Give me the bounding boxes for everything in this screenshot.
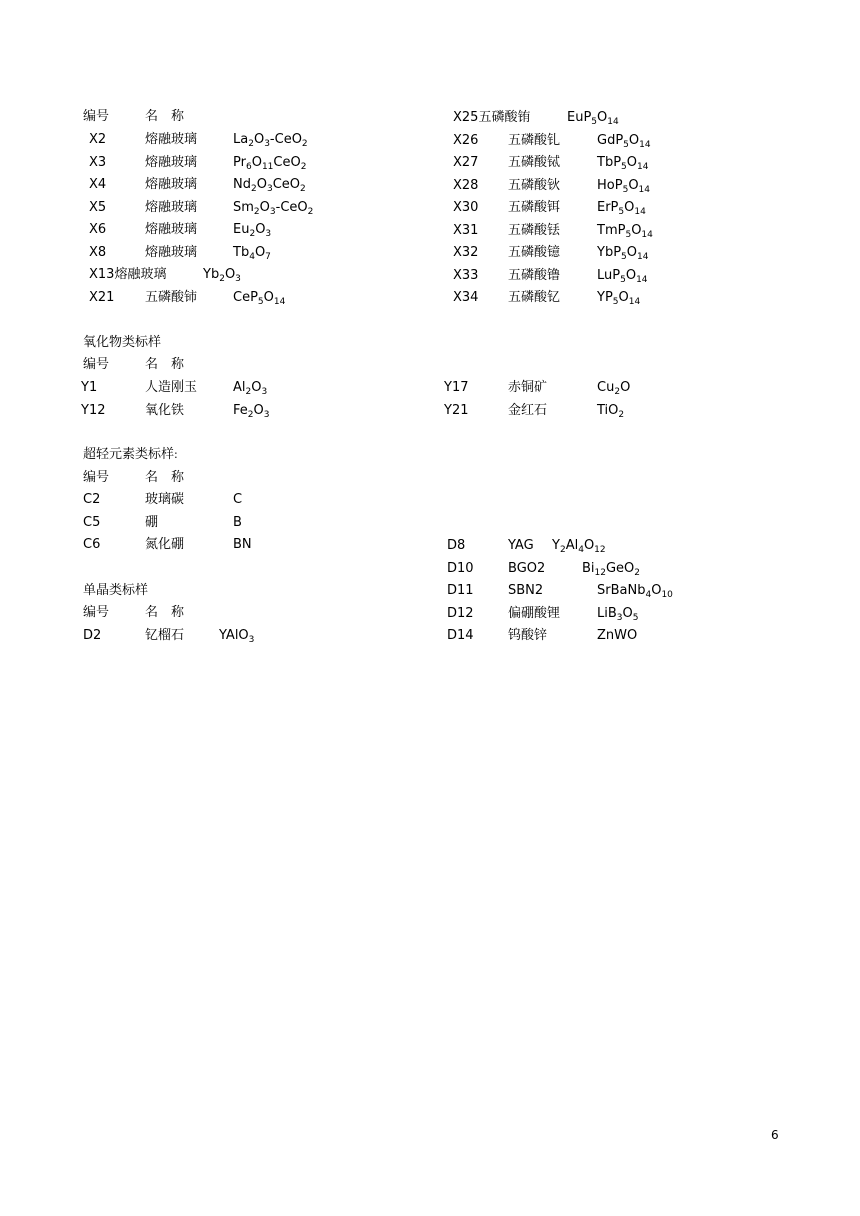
list-item xyxy=(0,605,860,623)
item-formula: BN xyxy=(233,537,252,552)
list-item xyxy=(0,289,860,307)
item-code: Y12 xyxy=(81,402,106,418)
crystal-col-header-code: 编号 xyxy=(83,605,110,620)
item-name: 五磷酸钇 xyxy=(508,290,561,305)
item-formula: B xyxy=(233,514,242,530)
item-name: 熔融玻璃 xyxy=(145,222,198,237)
item-name: 五磷酸铈 xyxy=(145,289,198,305)
item-name: 熔融玻璃 xyxy=(145,177,198,192)
item-name: 偏硼酸锂 xyxy=(508,605,561,621)
item-name: 五磷酸镥 xyxy=(508,267,561,283)
item-formula: $YP_5O_{14}$ xyxy=(597,290,641,307)
col-header-code: 编号 xyxy=(83,109,110,124)
item-code: Y21 xyxy=(444,402,469,418)
item-name: 赤铜矿 xyxy=(508,380,548,395)
list-item xyxy=(0,560,860,578)
item-code: X32 xyxy=(453,245,479,260)
list-item xyxy=(0,582,860,600)
item-name: 五磷酸铽 xyxy=(508,155,561,170)
item-name: 熔融玻璃 xyxy=(145,244,198,260)
list-item xyxy=(0,154,860,172)
item-name: 氮化硼 xyxy=(145,537,185,552)
item-code: D12 xyxy=(447,605,474,621)
item-formula: $CeP_5O_{14}$ xyxy=(233,289,286,307)
list-item xyxy=(0,537,860,555)
item-name: YAG xyxy=(508,538,534,553)
item-name: 五磷酸钬 xyxy=(508,177,561,193)
item-formula: $Eu_2O_3$ xyxy=(233,222,272,239)
item-name: 五磷酸铒 xyxy=(508,200,561,215)
item-code: Y17 xyxy=(444,380,469,395)
list-item xyxy=(0,379,860,397)
list-item xyxy=(0,491,860,509)
light-col-header-name: 名 称 xyxy=(145,470,185,485)
list-item xyxy=(0,199,860,217)
item-formula: $GdP_5O_{14}$ xyxy=(597,132,651,150)
item-code: D10 xyxy=(447,560,474,576)
item-formula: $Bi_{12}GeO_2$ xyxy=(582,560,641,578)
item-code: X33 xyxy=(453,267,479,283)
light-section-title xyxy=(83,446,178,464)
item-formula: $Nd_2O_3CeO_2$ xyxy=(233,177,306,194)
oxide-col-header-code: 编号 xyxy=(83,357,110,372)
item-formula: $ErP_5O_{14}$ xyxy=(597,200,646,217)
item-name: BGO2 xyxy=(508,560,546,576)
item-code: X28 xyxy=(453,177,479,193)
item-code: X13熔融玻璃 xyxy=(89,267,167,282)
item-code: X30 xyxy=(453,200,479,215)
page-number: 6 xyxy=(771,1128,779,1142)
item-formula: $Al_2O_3$ xyxy=(233,380,268,397)
item-code: X25五磷酸铕 xyxy=(453,110,531,125)
light-section-title-colon: : xyxy=(174,448,178,461)
item-code: C2 xyxy=(83,492,101,507)
item-name: 钨酸锌 xyxy=(508,628,548,643)
light-col-header-code: 编号 xyxy=(83,470,110,485)
item-code: D11 xyxy=(447,583,474,598)
item-formula: TiO$_2$ xyxy=(597,402,625,420)
item-formula: $Sm_2O_3-CeO_2$ xyxy=(233,199,314,217)
item-name: 五磷酸钆 xyxy=(508,132,561,148)
item-code: C6 xyxy=(83,537,101,552)
item-formula: $Yb_2O_3$ xyxy=(203,267,241,284)
list-item xyxy=(0,244,860,262)
item-code: X4 xyxy=(89,177,107,192)
item-name: 硼 xyxy=(145,514,159,530)
item-name: 氧化铁 xyxy=(145,402,185,418)
item-formula: $LuP_5O_{14}$ xyxy=(597,267,648,285)
list-item xyxy=(0,627,860,645)
item-code: X21 xyxy=(89,289,115,305)
item-code: D14 xyxy=(447,628,474,643)
item-formula: $YbP_5O_{14}$ xyxy=(597,245,649,262)
item-name: 五磷酸镱 xyxy=(508,245,561,260)
list-item xyxy=(0,109,860,127)
item-formula: $TbP_5O_{14}$ xyxy=(597,155,649,172)
item-name: 玻璃碳 xyxy=(145,492,185,507)
crystal-section-title: 单晶类标样 xyxy=(83,583,149,598)
item-formula: $EuP_5O_{14}$ xyxy=(567,110,619,127)
item-formula: $Cu_2O$ xyxy=(597,380,631,397)
light-section-title-text: 超轻元素类标样 xyxy=(83,447,175,462)
item-code: X27 xyxy=(453,155,479,170)
item-code: X2 xyxy=(89,132,107,147)
item-formula: $TmP_5O_{14}$ xyxy=(597,222,653,240)
item-formula: $Tb_4O_7$ xyxy=(233,244,271,262)
item-name: 熔融玻璃 xyxy=(145,132,198,147)
list-item xyxy=(0,177,860,195)
item-formula: ZnWO xyxy=(597,628,638,643)
item-code: D8 xyxy=(447,538,466,553)
item-formula: $SrBaNb_4O_{10}$ xyxy=(597,583,673,600)
item-name: 熔融玻璃 xyxy=(145,199,198,215)
list-item xyxy=(0,132,860,150)
item-formula: $La_2O_3-CeO_2$ xyxy=(233,132,308,149)
col-header-name: 名 称 xyxy=(145,109,185,124)
item-code: X6 xyxy=(89,222,107,237)
oxide-col-header-name: 名 称 xyxy=(145,357,185,372)
item-formula: C xyxy=(233,492,243,507)
item-formula: $Pr_6O_{11}CeO_2$ xyxy=(233,154,307,172)
item-name: 五磷酸铥 xyxy=(508,222,561,238)
list-item xyxy=(0,514,860,532)
item-code: C5 xyxy=(83,514,101,530)
item-code: Y1 xyxy=(81,380,98,395)
item-code: X31 xyxy=(453,222,479,238)
item-code: X34 xyxy=(453,290,479,305)
list-item xyxy=(0,267,860,285)
item-name: 钇榴石 xyxy=(145,628,185,643)
item-name: 金红石 xyxy=(508,402,548,418)
item-code: X26 xyxy=(453,132,479,148)
item-formula: YAlO$_3$ xyxy=(219,628,255,645)
item-name: SBN2 xyxy=(508,583,544,598)
list-item xyxy=(0,402,860,420)
item-formula: $Y_2Al_4O_{12}$ xyxy=(552,538,606,555)
list-item xyxy=(0,222,860,240)
item-formula: $HoP_5O_{14}$ xyxy=(597,177,650,195)
oxide-section-title: 氧化物类标样 xyxy=(83,335,162,350)
item-name: 熔融玻璃 xyxy=(145,154,198,170)
item-code: X8 xyxy=(89,244,107,260)
item-name: 人造刚玉 xyxy=(145,380,198,395)
item-code: X3 xyxy=(89,154,107,170)
item-code: D2 xyxy=(83,628,102,643)
item-formula: $Fe_2O_3$ xyxy=(233,402,270,420)
item-formula: $LiB_3O_5$ xyxy=(597,605,639,623)
item-code: X5 xyxy=(89,199,107,215)
crystal-col-header-name: 名 称 xyxy=(145,605,185,620)
